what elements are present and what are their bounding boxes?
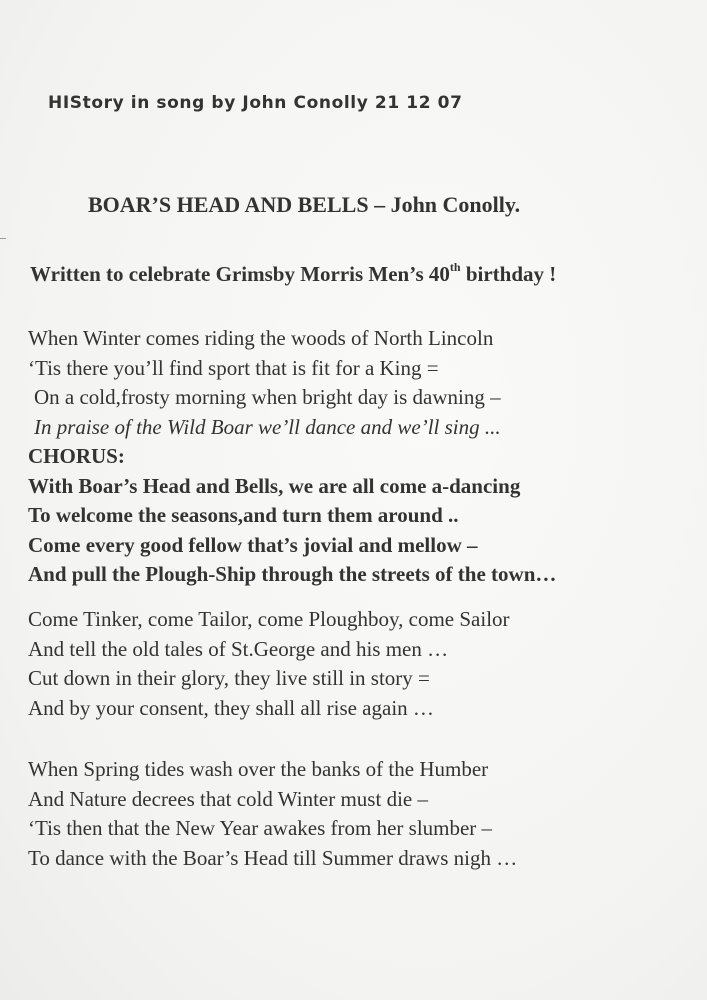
song-subtitle	[30, 262, 556, 287]
verse-line: In praise of the Wild Boar we’ll dance and we’ll sing ...	[34, 414, 501, 439]
chorus-line: And pull the Plough-Ship through the streets of the town…	[28, 562, 557, 586]
verse-line: ‘Tis then that the New Year awakes from her slumber –	[28, 816, 493, 840]
song-title: BOAR’S HEAD AND BELLS – John Conolly.	[88, 192, 521, 217]
verse-two	[28, 605, 510, 723]
subtitle-ending: birthday !	[460, 262, 557, 286]
verse-line: And tell the old tales of St.George and his men …	[28, 636, 449, 661]
chorus-line: With Boar’s Head and Bells, we are all come a-dancing	[28, 473, 521, 498]
subtitle-superscript: th	[449, 260, 461, 274]
verse-line: Come Tinker, come Tailor, come Ploughboy, come Sailor	[28, 607, 510, 631]
chorus-label: CHORUS:	[28, 444, 125, 468]
verse-line: And Nature decrees that cold Winter must die –	[28, 786, 428, 811]
verse-line: And by your consent, they shall all rise again …	[28, 695, 434, 720]
verse-line: To dance with the Boar’s Head till Summer draws nigh …	[28, 845, 518, 870]
verse-line: Cut down in their glory, they live still in story =	[28, 666, 430, 690]
verse-line: When Winter comes riding the woods of North Lincoln	[28, 326, 494, 350]
document-header: HIStory in song by John Conolly 21 12 07	[48, 93, 463, 113]
chorus-line: Come every good fellow that’s jovial and mellow –	[28, 532, 478, 557]
verse-line: ‘Tis there you’ll find sport that is fit for a King =	[28, 355, 439, 380]
verse-line: On a cold,frosty morning when bright day is dawning –	[34, 385, 501, 409]
verse-one	[28, 324, 556, 590]
subtitle-text: Written to celebrate Grimsby Morris Men’s 40	[30, 262, 450, 286]
chorus-line: To welcome the seasons,and turn them around ..	[28, 503, 459, 527]
margin-mark	[0, 238, 6, 239]
verse-three	[28, 755, 517, 873]
verse-line: When Spring tides wash over the banks of the Humber	[28, 757, 489, 781]
